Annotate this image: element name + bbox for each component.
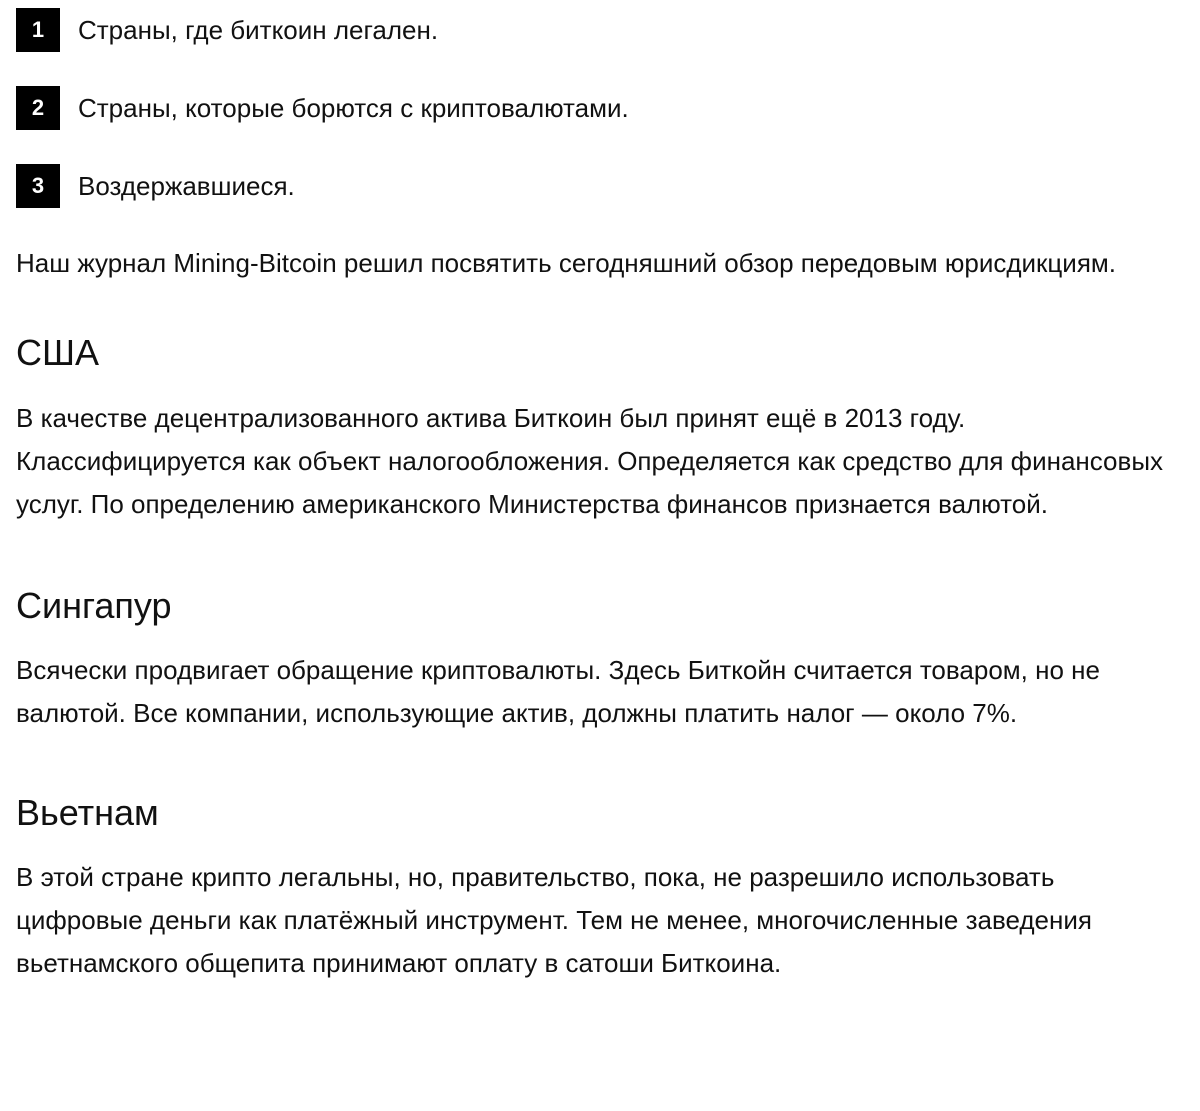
number-badge: 1 [16,8,60,52]
section-body-vietnam: В этой стране крипто легальны, но, правительство, пока, не разрешило использовать цифровые деньги как платёжный инструмент. Тем не менее, многочисленные заведения вьетнамского общепита принимают оплату в сатоши Биткоина. [16,862,1092,978]
list-item-text: Воздержавшиеся. [78,171,295,201]
section-body-singapore: Всячески продвигает обращение криптовалюты. Здесь Биткойн считается товаром, но не валютой. Все компании, использующие актив, должны платить налог — около 7%. [16,655,1100,728]
list-item [16,164,1186,208]
list-item-text: Страны, которые борются с криптовалютами. [78,93,629,123]
intro-paragraph: Наш журнал Mining-Bitcoin решил посвятить сегодняшний обзор передовым юрисдикциям. [16,248,1117,278]
section-heading-vietnam: Вьетнам [16,792,159,833]
section-heading-singapore: Сингапур [16,585,172,626]
list-item [16,86,1186,130]
number-badge: 3 [16,164,60,208]
section-heading-usa: США [16,332,100,373]
number-badge: 2 [16,86,60,130]
list-item-text: Страны, где биткоин легален. [78,15,439,45]
list-item [16,8,1186,52]
section-body-usa: В качестве децентрализованного актива Биткоин был принят ещё в 2013 году. Классифицируется как объект налогообложения. Определяется как средство для финансовых услуг. По определению американского Министерства финансов признается валютой. [16,403,1164,519]
article-content [16,0,1186,985]
numbered-list [16,8,1186,208]
